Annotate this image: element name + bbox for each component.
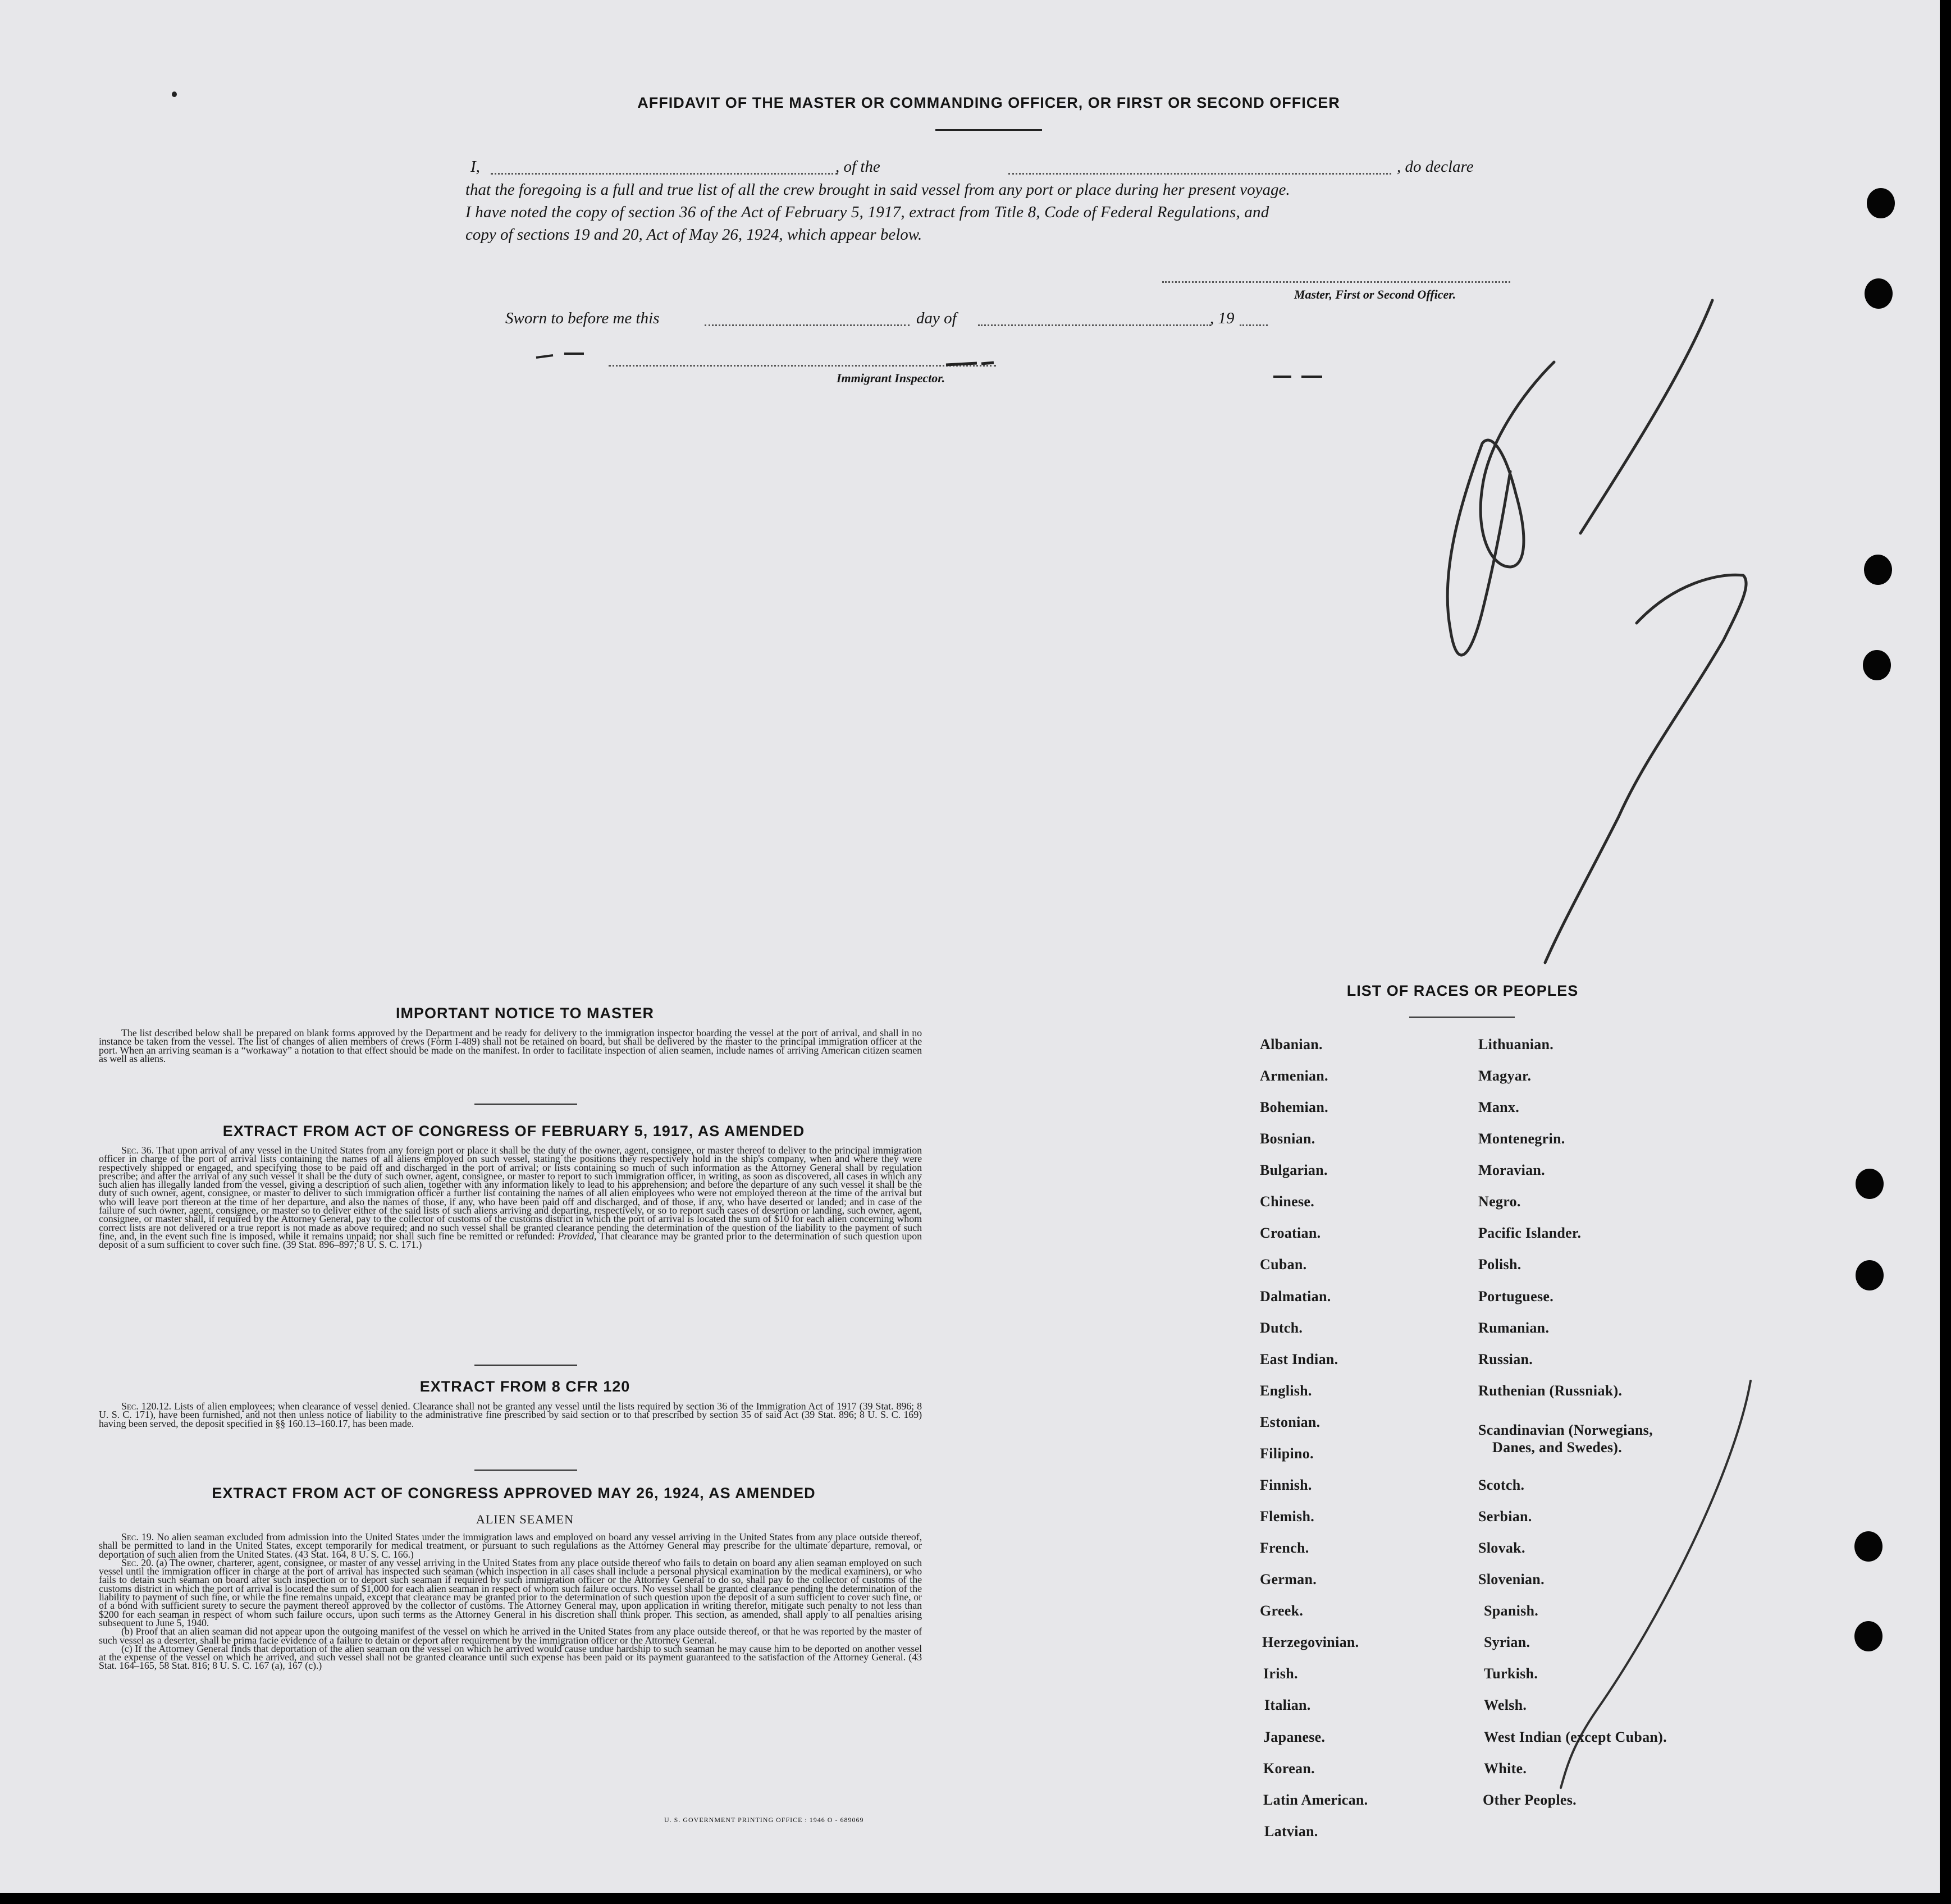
section-120-paragraph [99,1402,922,1428]
binder-hole-4 [1863,650,1891,680]
race-right-item: Syrian. [1484,1634,1530,1650]
binder-hole-1 [1867,188,1895,218]
notice-title: IMPORTANT NOTICE TO MASTER [396,1005,654,1022]
extract-1917-body [99,1146,922,1250]
race-right-item: Scotch. [1478,1477,1525,1493]
race-left-item: Filipino. [1260,1445,1314,1462]
section-19-label: Sec. 19. [121,1531,154,1543]
race-right-item: White. [1484,1760,1527,1777]
race-left-item: Italian. [1264,1697,1311,1713]
race-left-item: French. [1260,1540,1309,1556]
race-right-item: Welsh. [1484,1697,1527,1713]
race-right-item: Ruthenian (Russniak). [1478,1383,1623,1399]
affidavit-i-label: I, [470,158,480,176]
notice-paragraph: The list described below shall be prepared on blank forms approved by the Department and be ready for delivery to the immigration inspector boarding the vessel at the port of arrival, and shall in no instance be taken from the vessel. The list of changes of alien members of crews (Form I-489) shall not be retained on board, but shall be delivered by the master to the principal immigration officer at the port. When an arriving seaman is a “workaway” a notation to that effect should be made on the manifest. In order to facilitate inspection of alien seamen, include names of arriving American citizen seamen as well as aliens. [99,1027,922,1064]
race-left-item: Chinese. [1260,1193,1315,1210]
race-left-item: Bosnian. [1260,1130,1315,1147]
affidavit-of-the-label: , of the [835,158,880,176]
race-right-item: Polish. [1478,1256,1521,1273]
race-right-item: Magyar. [1478,1068,1532,1084]
extract-1917-title: EXTRACT FROM ACT OF CONGRESS OF FEBRUARY 5, 1917, AS AMENDED [222,1123,805,1139]
provided-word: Provided, [558,1230,597,1242]
section-19-paragraph [99,1533,922,1559]
section-120-label: Sec. 120.12. [121,1400,172,1412]
affidavit-line3: I have noted the copy of section 36 of the Act of February 5, 1917, extract from Title 8, Code of Federal Regulations, and [465,203,1269,221]
race-right-item: Danes, and Swedes). [1492,1439,1623,1456]
binder-hole-7 [1854,1531,1883,1562]
handwritten-seven [1545,575,1746,963]
race-right-item: Russian. [1478,1351,1533,1367]
extract-cfr-rule [474,1470,577,1471]
race-left-item: Latin American. [1263,1792,1368,1808]
races-title-rule [1409,1017,1515,1018]
section-36-text-end: That clearance may be granted prior to the determination of such question upon deposit of a sum sufficient to cover such fine. (39 Stat. 896–897; 8 U. S. C. 171.) [99,1230,922,1251]
race-right-item: Serbian. [1478,1508,1532,1525]
race-left-item: Albanian. [1260,1036,1323,1052]
race-left-item: Dalmatian. [1260,1288,1331,1305]
race-right-item: Other Peoples. [1483,1792,1577,1808]
race-left-item: Armenian. [1260,1068,1328,1084]
race-right-item: Scandinavian (Norwegians, [1478,1422,1653,1438]
alien-seamen-subtitle: ALIEN SEAMEN [476,1512,574,1526]
extract-cfr-body [99,1402,922,1428]
handwritten-slash [1580,300,1712,533]
extract-1917-rule [474,1365,577,1366]
section-36-paragraph [99,1146,922,1250]
race-right-item: Montenegrin. [1478,1130,1565,1147]
binder-hole-3 [1864,555,1892,585]
race-right-item: Negro. [1478,1193,1521,1210]
binder-hole-5 [1856,1169,1884,1199]
inspector-caption: Immigrant Inspector. [837,371,945,385]
sworn-label: Sworn to before me this [505,309,660,327]
race-left-item: Japanese. [1263,1729,1326,1745]
year-label: , 19 [1210,309,1235,327]
race-right-item: Slovenian. [1478,1571,1545,1587]
race-right-item: Slovak. [1478,1540,1525,1556]
notice-rule [474,1104,577,1105]
race-right-item: Pacific Islander. [1478,1225,1582,1241]
race-right-item: Moravian. [1478,1162,1545,1178]
section-20a-text: (a) The owner, charterer, agent, consignee, or master of any vessel arriving in the United States from any place outside thereof who fails to detain on board any alien seaman employed on such vessel until the immigration officer in charge at the port of arrival has inspected such seaman (which inspection in all cases shall include a personal physical examination by the medical examiners), or who fails to detain such seaman on board after such inspection or to deport such seaman if required by such immigration officer or the Attorney General to do so, shall pay to the collector of customs of the customs district in which the port of arrival is located the sum of $1,000 for each alien seaman in respect of whom such failure occurs. No vessel shall be granted clearance pending the determination of the liability to payment of such fine, or while the fine remains unpaid, except that clearance may be granted prior to the determination of such question upon the deposit of a sum sufficient to cover such fine, or of a bond with sufficient surety to secure the payment thereof approved by the collector of customs. The Attorney General may, upon application in writing therefor, mitigate such penalty to not less than $200 for each seaman in respect of whom such failure occurs, upon such terms as the Attorney General in his discretion shall think proper. This section, as amended, shall apply to all penalties arising subsequent to June 5, 1940. [99,1557,922,1628]
handwritten-eight [1447,362,1554,655]
printer-line: U. S. GOVERNMENT PRINTING OFFICE : 1946 O - 689069 [664,1816,864,1824]
section-20b-paragraph: (b) Proof that an alien seaman did not appear upon the outgoing manifest of the vessel on which he arrived in the United States from any place outside thereof, or that he was reported by the master of such vessel as a deserter, shall be prima facie evidence of a failure to detain or deport after requirement by the immigration officer or the Attorney General. [99,1626,922,1646]
race-left-item: Greek. [1260,1603,1304,1619]
race-left-item: Cuban. [1260,1256,1307,1273]
race-left-item: Latvian. [1264,1823,1318,1839]
race-right-item: Spanish. [1484,1603,1539,1619]
notice-body [99,1029,922,1063]
affidavit-line2: that the foregoing is a full and true list of all the crew brought in said vessel from any port or place during her present voyage. [465,181,1290,199]
race-left-item: Finnish. [1260,1477,1312,1493]
race-left-item: Croatian. [1260,1225,1321,1241]
race-left-item: Flemish. [1260,1508,1315,1525]
race-right-item: West Indian (except Cuban). [1484,1729,1667,1745]
race-left-item: Estonian. [1260,1414,1321,1430]
affidavit-line4: copy of sections 19 and 20, Act of May 26, 1924, which appear below. [465,226,922,244]
affidavit-declare-label: , do declare [1397,158,1474,176]
race-left-item: English. [1260,1383,1312,1399]
section-36-text: That upon arrival of any vessel in the United States from any foreign port or place it shall be the duty of the owner, agent, consignee, or master thereof to deliver to the principal immigration officer in charge of the port of arrival lists containing the names of all aliens employed on such vessel, stating the positions they respectively hold in the ship's company, when and where they were respectively shipped or engaged, and specifying those to be paid off and discharged in the port of arrival; or lists containing so much of such information as the Attorney General shall by regulation prescribe; and after the arrival of any such vessel it shall be the duty of such owner, agent, consignee, or master to report to such immigration officer, in writing, as soon as discovered, all cases in which any such alien has illegally landed from the vessel, giving a description of such alien, together with any information likely to lead to his apprehension; and before the departure of any such vessel it shall be the duty of such owner, agent, consignee, or master to deliver to such immigration officer a further list containing the names of all alien employees who were not employed thereon at the time of the arrival but who will leave port thereon at the time of her departure, and also the names of those, if any, who have been paid off and discharged, and of those, if any, who have deserted or landed; and in case of the failure of such owner, agent, consignee, or master so to deliver either of the said lists of such aliens arriving and departing, respectively, or so to report such cases of desertion or landing, such owner, agent, consignee, or master shall, if required by the Attorney General, pay to the collector of customs of the customs district in which the port of arrival is located the sum of $10 for each alien concerning whom correct lists are not delivered or a true report is not made as above required; and no such vessel shall be granted clearance pending the determination of the question of the liability to the payment of such fine, and, in the event such fine is imposed, while it remains unpaid; nor shall such fine be remitted or refunded: [99,1145,922,1242]
affidavit-title: AFFIDAVIT OF THE MASTER OR COMMANDING OFFICER, OR FIRST OR SECOND OFFICER [637,94,1340,111]
race-left-item: East Indian. [1260,1351,1338,1367]
race-right-item: Turkish. [1484,1665,1538,1682]
binder-hole-8 [1854,1621,1883,1651]
master-signature-caption: Master, First or Second Officer. [1294,287,1456,301]
race-left-item: Herzegovinian. [1262,1634,1359,1650]
section-20a-paragraph [99,1559,922,1627]
race-left-item: Dutch. [1260,1320,1303,1336]
extract-1924-body [99,1533,922,1670]
extract-1924-title: EXTRACT FROM ACT OF CONGRESS APPROVED MAY 26, 1924, AS AMENDED [212,1485,816,1502]
binder-hole-6 [1856,1260,1884,1290]
binder-hole-2 [1865,278,1893,309]
race-right-item: Manx. [1478,1099,1519,1115]
race-left-item: German. [1260,1571,1317,1587]
race-left-item: Irish. [1263,1665,1298,1682]
section-120-text: Lists of alien employees; when clearance of vessel denied. Clearance shall not be granted any vessel until the lists required by section 36 of the Immigration Act of 1917 (39 Stat. 896; 8 U. S. C. 171), have been furnished, and not then unless notice of liability to the administrative fine prescribed by said section or to that prescribed by section 35 of said Act (39 Stat. 896; 8 U. S. C. 169) having been served, the deposit specified in §§ 160.13–160.17, has been made. [99,1400,922,1429]
races-title: LIST OF RACES OR PEOPLES [1346,982,1579,999]
race-right-item: Lithuanian. [1478,1036,1554,1052]
section-20c-paragraph: (c) If the Attorney General finds that deportation of the alien seaman on the vessel on which he arrived would cause undue hardship to such seaman he may cause him to be deported on another vessel at the expense of the vessel on which he arrived, and such vessel shall not be granted clearance until such expense has been paid or its payment guaranteed to the satisfaction of the Attorney General. (43 Stat. 164–165, 58 Stat. 816; 8 U. S. C. 167 (a), 167 (c).) [99,1642,922,1672]
race-right-item: Rumanian. [1478,1320,1550,1336]
race-left-item: Korean. [1263,1760,1315,1777]
section-20-label: Sec. 20. [121,1557,154,1568]
race-left-item: Bulgarian. [1260,1162,1328,1178]
section-19-text: No alien seaman excluded from admission into the United States under the immigration laws and employed on board any vessel arriving in the United States from any place outside thereof, shall be permitted to land in the United States, except temporarily for medical treatment, or pursuant to such regulations as the Attorney General may prescribe for the ultimate departure, removal, or deportation of such alien from the United States. (43 Stat. 164, 8 U. S. C. 166.) [99,1531,922,1560]
race-right-item: Portuguese. [1478,1288,1554,1305]
extract-cfr-title: EXTRACT FROM 8 CFR 120 [419,1378,630,1395]
section-36-label: Sec. 36. [121,1145,154,1156]
race-left-item: Bohemian. [1260,1099,1328,1115]
day-of-label: day of [916,309,957,327]
